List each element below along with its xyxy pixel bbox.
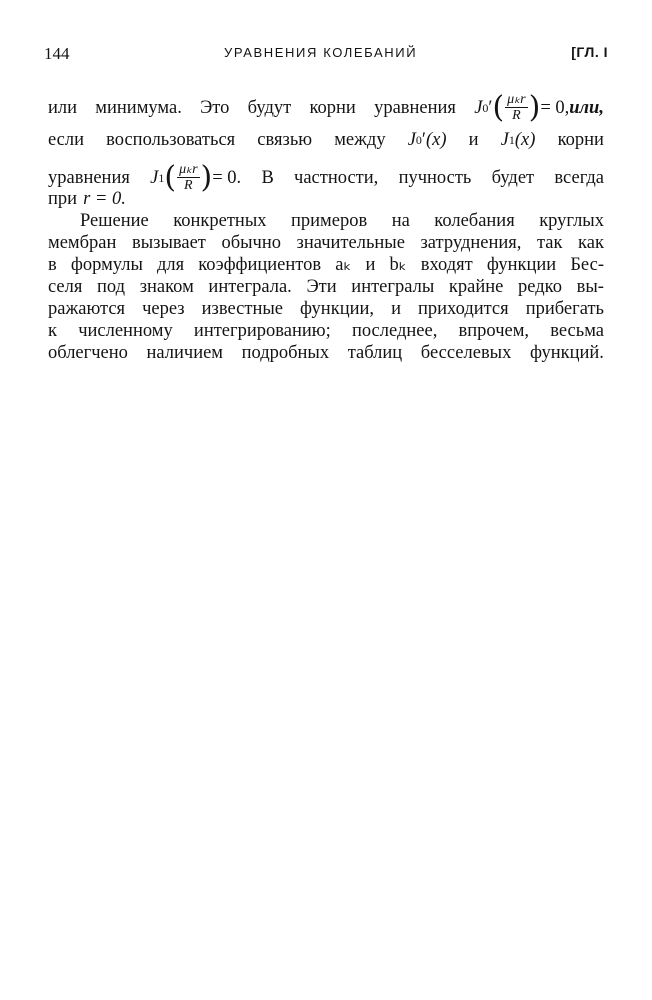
paragraph-2-line-2: мембран вызывает обычно значительные затруднения, так как [48, 233, 604, 253]
paragraph-1-line-3: уравнения J 1 ( $\frac{\text{μₖr}}{R}$ ) = 0. В частности, пучность будет всегда [48, 159, 604, 195]
paragraph-2-line-6: к численному интегрированию; последнее, впрочем, весьма [48, 321, 604, 341]
paragraph-2-line-7: облегчено наличием подробных таблиц бесселевых функций. [48, 343, 604, 363]
page-number: 144 [44, 44, 70, 63]
paragraph-1-line-4: при r = 0. [48, 189, 126, 209]
bessel-j0-prime: J 0 ′ (x) [407, 130, 447, 150]
chapter-reference: [ГЛ. I [571, 44, 608, 60]
paragraph-1-line-2: если воспользоваться связью между J 0 ′ (x) и J 1 (x) корни [48, 130, 604, 150]
fraction: $\frac{\text{μₖr}}{R}$ [507, 92, 526, 123]
paragraph-2-line-1: Решение конкретных примеров на колебания круглых [80, 211, 604, 231]
bessel-derivative-formula: J 0 ′ ( $\frac{\text{μₖr}}{R}$ ) = 0, или, [474, 89, 604, 125]
bessel-j1-formula: J 1 ( $\frac{\text{μₖr}}{R}$ ) = 0. [150, 159, 242, 195]
bessel-j1: J 1 (x) [500, 130, 536, 150]
paragraph-2-line-4: селя под знаком интеграла. Эти интегралы крайне редко вы- [48, 277, 604, 297]
paragraph-1-line-1: или минимума. Это будут корни уравнения J 0 ′ ( $\frac{\text{μₖr}}{R}$ ) = 0, или, [48, 89, 604, 125]
paragraph-2-line-5: ражаются через известные функции, и приходится прибегать [48, 299, 604, 319]
paragraph-2-line-3: в формулы для коэффициентов aₖ и bₖ входят функции Бес- [48, 255, 604, 275]
running-header [44, 44, 608, 66]
fraction: $\frac{\text{μₖr}}{R}$ [179, 162, 198, 193]
running-title: УРАВНЕНИЯ КОЛЕБАНИЙ [224, 45, 418, 60]
